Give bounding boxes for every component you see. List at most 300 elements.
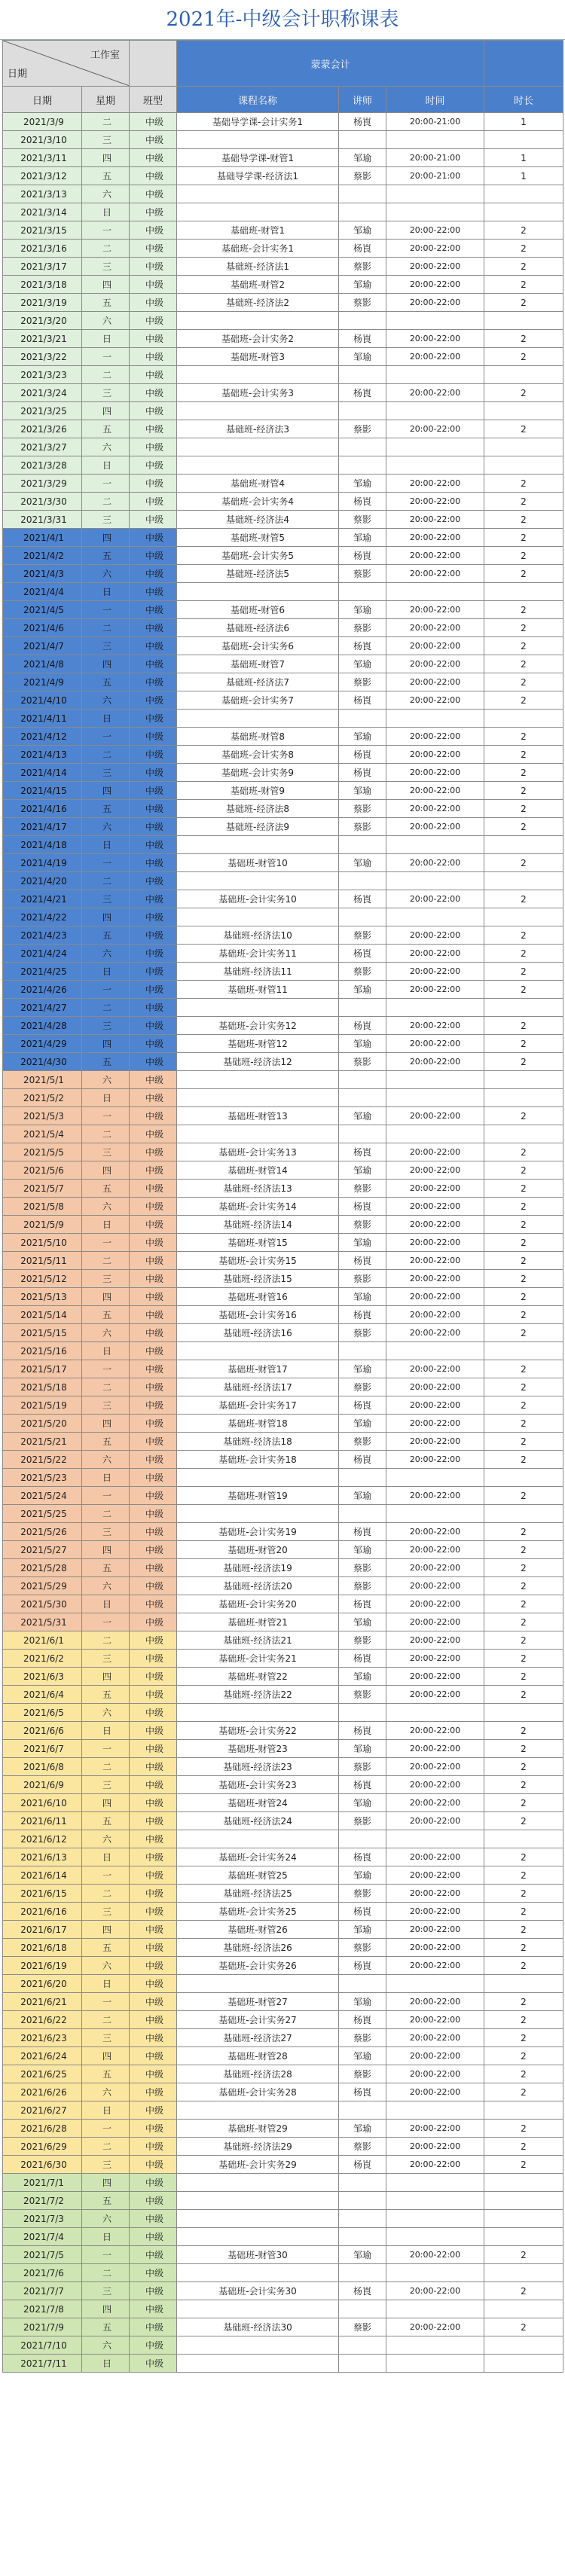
- date-cell: 2021/6/14: [3, 1866, 82, 1885]
- course-name-cell: [177, 1975, 339, 1993]
- weekday-cell: 五: [82, 2065, 130, 2083]
- table-row: [3, 2083, 563, 2101]
- table-row: [3, 637, 563, 655]
- class-type-cell: 中级: [130, 1035, 177, 1053]
- table-row: [3, 1559, 563, 1577]
- table-row: [3, 475, 563, 493]
- class-type-cell: 中级: [130, 872, 177, 890]
- duration-cell: 2: [484, 691, 563, 710]
- table-row: [3, 1270, 563, 1288]
- course-name-cell: 基础班-经济法29: [177, 2138, 339, 2156]
- weekday-cell: 日: [82, 2228, 130, 2246]
- duration-cell: 2: [484, 800, 563, 818]
- time-cell: 20:00-22:00: [386, 818, 484, 836]
- time-cell: 20:00-22:00: [386, 1957, 484, 1975]
- table-row: [3, 1957, 563, 1975]
- class-type-cell: 中级: [130, 1324, 177, 1342]
- duration-cell: 2: [484, 1451, 563, 1469]
- table-row: [3, 1631, 563, 1650]
- course-name-cell: [177, 1505, 339, 1523]
- course-name-cell: [177, 456, 339, 475]
- duration-cell: 2: [484, 1993, 563, 2011]
- time-cell: 20:00-22:00: [386, 1740, 484, 1758]
- class-type-cell: 中级: [130, 420, 177, 438]
- weekday-cell: 二: [82, 2011, 130, 2029]
- date-cell: 2021/5/2: [3, 1089, 82, 1107]
- course-name-cell: [177, 1830, 339, 1848]
- class-type-cell: 中级: [130, 1957, 177, 1975]
- table-row: [3, 2282, 563, 2300]
- weekday-cell: 一: [82, 854, 130, 872]
- weekday-cell: 日: [82, 710, 130, 728]
- time-cell: 20:00-22:00: [386, 1722, 484, 1740]
- time-cell: 20:00-22:00: [386, 1487, 484, 1505]
- weekday-cell: 一: [82, 1613, 130, 1631]
- teacher-cell: 邹瑜: [339, 1161, 386, 1180]
- table-row: [3, 1613, 563, 1631]
- table-row: [3, 1487, 563, 1505]
- teacher-cell: 杨崀: [339, 1776, 386, 1794]
- time-cell: 20:00-22:00: [386, 1433, 484, 1451]
- weekday-cell: 四: [82, 1794, 130, 1812]
- time-cell: 20:00-22:00: [386, 547, 484, 565]
- duration-cell: 2: [484, 258, 563, 276]
- time-cell: [386, 1125, 484, 1143]
- date-cell: 2021/5/24: [3, 1487, 82, 1505]
- duration-cell: 2: [484, 1017, 563, 1035]
- time-cell: [386, 1089, 484, 1107]
- class-type-cell: 中级: [130, 2101, 177, 2120]
- time-cell: [386, 203, 484, 221]
- teacher-cell: [339, 438, 386, 456]
- date-cell: 2021/3/16: [3, 240, 82, 258]
- course-name-cell: 基础班-会计实务22: [177, 1722, 339, 1740]
- class-type-cell: 中级: [130, 1216, 177, 1234]
- weekday-cell: 四: [82, 402, 130, 420]
- date-cell: 2021/4/6: [3, 619, 82, 637]
- date-cell: 2021/5/16: [3, 1342, 82, 1360]
- duration-cell: [484, 2192, 563, 2210]
- table-row: [3, 149, 563, 167]
- class-type-cell: 中级: [130, 2300, 177, 2318]
- table-row: [3, 240, 563, 258]
- class-type-cell: 中级: [130, 1866, 177, 1885]
- class-type-cell: 中级: [130, 1559, 177, 1577]
- time-cell: 20:00-22:00: [386, 384, 484, 402]
- duration-cell: 2: [484, 1650, 563, 1668]
- weekday-cell: 一: [82, 1107, 130, 1125]
- time-cell: 20:00-22:00: [386, 1252, 484, 1270]
- teacher-cell: 杨崀: [339, 1451, 386, 1469]
- table-row: [3, 2300, 563, 2318]
- date-cell: 2021/5/21: [3, 1433, 82, 1451]
- time-cell: 20:00-22:00: [386, 1595, 484, 1613]
- course-name-cell: 基础班-会计实务9: [177, 764, 339, 782]
- teacher-cell: 杨崀: [339, 1143, 386, 1161]
- date-cell: 2021/3/27: [3, 438, 82, 456]
- class-type-cell: 中级: [130, 1939, 177, 1957]
- date-cell: 2021/4/20: [3, 872, 82, 890]
- weekday-cell: 二: [82, 1378, 130, 1396]
- duration-cell: 1: [484, 167, 563, 185]
- class-type-cell: 中级: [130, 1306, 177, 1324]
- duration-cell: 2: [484, 1234, 563, 1252]
- course-name-cell: 基础班-经济法30: [177, 2318, 339, 2336]
- class-type-cell: 中级: [130, 2065, 177, 2083]
- date-cell: 2021/5/5: [3, 1143, 82, 1161]
- teacher-cell: 邹瑜: [339, 601, 386, 619]
- weekday-cell: 一: [82, 2246, 130, 2264]
- date-cell: 2021/5/13: [3, 1288, 82, 1306]
- weekday-cell: 六: [82, 2336, 130, 2355]
- table-row: [3, 1505, 563, 1523]
- class-type-cell: 中级: [130, 1993, 177, 2011]
- duration-cell: 2: [484, 764, 563, 782]
- weekday-cell: 一: [82, 1487, 130, 1505]
- date-cell: 2021/4/5: [3, 601, 82, 619]
- date-cell: 2021/6/23: [3, 2029, 82, 2047]
- weekday-cell: 六: [82, 2210, 130, 2228]
- duration-cell: 2: [484, 547, 563, 565]
- time-cell: [386, 836, 484, 854]
- table-row: [3, 1650, 563, 1668]
- teacher-cell: 杨崀: [339, 2156, 386, 2174]
- course-name-cell: 基础班-财管23: [177, 1740, 339, 1758]
- weekday-cell: 六: [82, 818, 130, 836]
- table-row: [3, 1975, 563, 1993]
- weekday-cell: 五: [82, 1686, 130, 1704]
- time-cell: 20:00-22:00: [386, 1866, 484, 1885]
- class-type-cell: 中级: [130, 926, 177, 945]
- course-name-cell: 基础导学课-经济法1: [177, 167, 339, 185]
- course-name-cell: 基础班-财管2: [177, 276, 339, 294]
- duration-cell: [484, 1342, 563, 1360]
- weekday-cell: 一: [82, 1740, 130, 1758]
- time-cell: [386, 2192, 484, 2210]
- date-cell: 2021/6/11: [3, 1812, 82, 1830]
- table-row: [3, 529, 563, 547]
- teacher-cell: 蔡影: [339, 167, 386, 185]
- weekday-cell: 日: [82, 1848, 130, 1866]
- course-name-cell: 基础班-经济法18: [177, 1433, 339, 1451]
- class-type-cell: 中级: [130, 2210, 177, 2228]
- time-cell: 20:00-22:00: [386, 854, 484, 872]
- class-type-cell: 中级: [130, 167, 177, 185]
- duration-cell: [484, 999, 563, 1017]
- table-row: [3, 746, 563, 764]
- duration-cell: 2: [484, 1613, 563, 1631]
- class-type-cell: 中级: [130, 438, 177, 456]
- date-cell: 2021/6/18: [3, 1939, 82, 1957]
- table-row: [3, 1830, 563, 1848]
- weekday-cell: 四: [82, 908, 130, 926]
- table-row: [3, 1885, 563, 1903]
- date-cell: 2021/3/21: [3, 330, 82, 348]
- teacher-cell: 邹瑜: [339, 1668, 386, 1686]
- class-type-cell: 中级: [130, 1505, 177, 1523]
- weekday-cell: 六: [82, 312, 130, 330]
- weekday-cell: 五: [82, 1433, 130, 1451]
- course-name-cell: 基础班-财管16: [177, 1288, 339, 1306]
- course-name-cell: 基础班-会计实务25: [177, 1903, 339, 1921]
- class-type-cell: 中级: [130, 240, 177, 258]
- class-type-cell: 中级: [130, 2192, 177, 2210]
- table-row: [3, 1433, 563, 1451]
- time-cell: 20:00-22:00: [386, 1541, 484, 1559]
- table-row: [3, 800, 563, 818]
- date-cell: 2021/5/10: [3, 1234, 82, 1252]
- date-cell: 2021/4/8: [3, 655, 82, 673]
- time-cell: 20:00-22:00: [386, 1885, 484, 1903]
- teacher-cell: 邹瑜: [339, 1487, 386, 1505]
- duration-cell: 2: [484, 348, 563, 366]
- table-row: [3, 1848, 563, 1866]
- duration-cell: 2: [484, 1686, 563, 1704]
- class-type-cell: 中级: [130, 276, 177, 294]
- class-type-cell: 中级: [130, 384, 177, 402]
- time-cell: [386, 1704, 484, 1722]
- table-row: [3, 185, 563, 203]
- class-type-cell: 中级: [130, 2156, 177, 2174]
- weekday-cell: 三: [82, 764, 130, 782]
- class-type-cell: 中级: [130, 475, 177, 493]
- table-row: [3, 2138, 563, 2156]
- date-cell: 2021/6/19: [3, 1957, 82, 1975]
- weekday-cell: 六: [82, 565, 130, 583]
- teacher-cell: 杨崀: [339, 764, 386, 782]
- weekday-cell: 六: [82, 1324, 130, 1342]
- course-name-cell: 基础班-经济法17: [177, 1378, 339, 1396]
- course-name-cell: 基础班-会计实务11: [177, 945, 339, 963]
- class-type-cell: 中级: [130, 1252, 177, 1270]
- course-name-cell: 基础班-经济法23: [177, 1758, 339, 1776]
- table-row: [3, 276, 563, 294]
- table-row: [3, 1360, 563, 1378]
- date-cell: 2021/4/15: [3, 782, 82, 800]
- table-row: [3, 1812, 563, 1830]
- column-header-time: 时间: [386, 87, 484, 113]
- table-row: [3, 1396, 563, 1415]
- weekday-cell: 二: [82, 1505, 130, 1523]
- date-cell: 2021/6/20: [3, 1975, 82, 1993]
- table-row: [3, 1180, 563, 1198]
- weekday-cell: 二: [82, 619, 130, 637]
- teacher-cell: 杨崀: [339, 547, 386, 565]
- teacher-cell: 蔡影: [339, 2065, 386, 2083]
- time-cell: [386, 2264, 484, 2282]
- table-row: [3, 1866, 563, 1885]
- table-row: [3, 1161, 563, 1180]
- class-type-cell: 中级: [130, 1433, 177, 1451]
- date-cell: 2021/6/8: [3, 1758, 82, 1776]
- course-name-cell: 基础班-会计实务3: [177, 384, 339, 402]
- duration-cell: 2: [484, 2138, 563, 2156]
- time-cell: 20:00-22:00: [386, 1668, 484, 1686]
- table-row: [3, 981, 563, 999]
- date-cell: 2021/6/5: [3, 1704, 82, 1722]
- weekday-cell: 三: [82, 384, 130, 402]
- time-cell: 20:00-22:00: [386, 2282, 484, 2300]
- table-row: [3, 1017, 563, 1035]
- table-row: [3, 1415, 563, 1433]
- duration-cell: [484, 908, 563, 926]
- course-name-cell: 基础班-会计实务10: [177, 890, 339, 908]
- class-type-cell: 中级: [130, 691, 177, 710]
- weekday-cell: 四: [82, 1921, 130, 1939]
- teacher-cell: 蔡影: [339, 511, 386, 529]
- date-cell: 2021/4/13: [3, 746, 82, 764]
- table-row: [3, 945, 563, 963]
- course-name-cell: 基础班-会计实务2: [177, 330, 339, 348]
- course-name-cell: [177, 908, 339, 926]
- duration-cell: 2: [484, 1541, 563, 1559]
- weekday-cell: 一: [82, 1993, 130, 2011]
- time-cell: [386, 2355, 484, 2373]
- time-cell: 20:00-22:00: [386, 1794, 484, 1812]
- weekday-cell: 二: [82, 1252, 130, 1270]
- weekday-cell: 二: [82, 1758, 130, 1776]
- course-name-cell: [177, 872, 339, 890]
- class-type-cell: 中级: [130, 1089, 177, 1107]
- duration-cell: 2: [484, 601, 563, 619]
- class-type-cell: 中级: [130, 1776, 177, 1794]
- weekday-cell: 五: [82, 1939, 130, 1957]
- corner-header-top: 工作室: [90, 50, 120, 61]
- date-cell: 2021/4/24: [3, 945, 82, 963]
- date-cell: 2021/5/17: [3, 1360, 82, 1378]
- weekday-cell: 五: [82, 167, 130, 185]
- column-header-course: 课程名称: [177, 87, 339, 113]
- course-name-cell: [177, 366, 339, 384]
- course-name-cell: [177, 2336, 339, 2355]
- class-type-cell: 中级: [130, 203, 177, 221]
- class-type-cell: 中级: [130, 402, 177, 420]
- table-row: [3, 818, 563, 836]
- table-row: [3, 402, 563, 420]
- date-cell: 2021/3/14: [3, 203, 82, 221]
- weekday-cell: 四: [82, 1035, 130, 1053]
- weekday-cell: 四: [82, 1415, 130, 1433]
- header-row-columns: [3, 87, 563, 113]
- course-name-cell: [177, 1089, 339, 1107]
- date-cell: 2021/4/23: [3, 926, 82, 945]
- weekday-cell: 六: [82, 1704, 130, 1722]
- time-cell: 20:00-22:00: [386, 637, 484, 655]
- teacher-cell: 邹瑜: [339, 981, 386, 999]
- teacher-cell: 邹瑜: [339, 728, 386, 746]
- class-type-cell: 中级: [130, 493, 177, 511]
- time-cell: [386, 2101, 484, 2120]
- class-type-cell: 中级: [130, 800, 177, 818]
- date-cell: 2021/7/3: [3, 2210, 82, 2228]
- class-type-cell: 中级: [130, 1053, 177, 1071]
- date-cell: 2021/7/8: [3, 2300, 82, 2318]
- duration-cell: 2: [484, 294, 563, 312]
- date-cell: 2021/3/9: [3, 113, 82, 131]
- course-name-cell: 基础班-经济法2: [177, 294, 339, 312]
- duration-cell: 2: [484, 493, 563, 511]
- table-row: [3, 312, 563, 330]
- time-cell: 20:00-22:00: [386, 1143, 484, 1161]
- duration-cell: 1: [484, 113, 563, 131]
- date-cell: 2021/4/7: [3, 637, 82, 655]
- duration-cell: 2: [484, 1180, 563, 1198]
- date-cell: 2021/5/14: [3, 1306, 82, 1324]
- date-cell: 2021/5/28: [3, 1559, 82, 1577]
- class-type-cell: 中级: [130, 1613, 177, 1631]
- duration-cell: 2: [484, 728, 563, 746]
- duration-cell: [484, 2336, 563, 2355]
- table-row: [3, 1306, 563, 1324]
- class-type-cell: 中级: [130, 1848, 177, 1866]
- time-cell: 20:00-22:00: [386, 1288, 484, 1306]
- teacher-cell: 邹瑜: [339, 1794, 386, 1812]
- date-cell: 2021/3/13: [3, 185, 82, 203]
- time-cell: 20:00-22:00: [386, 746, 484, 764]
- course-name-cell: 基础班-财管17: [177, 1360, 339, 1378]
- weekday-cell: 二: [82, 113, 130, 131]
- class-type-cell: 中级: [130, 1686, 177, 1704]
- weekday-cell: 日: [82, 583, 130, 601]
- table-row: [3, 1794, 563, 1812]
- course-name-cell: 基础班-财管1: [177, 221, 339, 240]
- class-type-cell: 中级: [130, 2083, 177, 2101]
- date-cell: 2021/7/6: [3, 2264, 82, 2282]
- table-row: [3, 1234, 563, 1252]
- class-type-cell: 中级: [130, 673, 177, 691]
- duration-cell: 2: [484, 1885, 563, 1903]
- teacher-cell: 杨崀: [339, 2083, 386, 2101]
- time-cell: 20:00-22:00: [386, 1939, 484, 1957]
- weekday-cell: 四: [82, 276, 130, 294]
- weekday-cell: 五: [82, 547, 130, 565]
- table-row: [3, 2228, 563, 2246]
- duration-cell: 2: [484, 1903, 563, 1921]
- table-row: [3, 999, 563, 1017]
- course-name-cell: 基础班-经济法16: [177, 1324, 339, 1342]
- date-cell: 2021/3/28: [3, 456, 82, 475]
- duration-cell: 2: [484, 1559, 563, 1577]
- teacher-cell: 杨崀: [339, 1017, 386, 1035]
- teacher-cell: [339, 1975, 386, 1993]
- course-name-cell: 基础班-财管12: [177, 1035, 339, 1053]
- class-type-cell: 中级: [130, 710, 177, 728]
- duration-cell: 2: [484, 1216, 563, 1234]
- course-name-cell: 基础班-经济法12: [177, 1053, 339, 1071]
- date-cell: 2021/3/12: [3, 167, 82, 185]
- course-name-cell: 基础班-会计实务28: [177, 2083, 339, 2101]
- class-type-cell: 中级: [130, 583, 177, 601]
- weekday-cell: 四: [82, 782, 130, 800]
- course-name-cell: 基础班-会计实务14: [177, 1198, 339, 1216]
- course-name-cell: 基础班-经济法3: [177, 420, 339, 438]
- class-type-cell: 中级: [130, 1396, 177, 1415]
- time-cell: [386, 131, 484, 149]
- time-cell: 20:00-22:00: [386, 1396, 484, 1415]
- class-type-cell: 中级: [130, 764, 177, 782]
- weekday-cell: 日: [82, 1342, 130, 1360]
- course-name-cell: [177, 999, 339, 1017]
- course-name-cell: 基础班-财管27: [177, 1993, 339, 2011]
- class-type-cell: 中级: [130, 746, 177, 764]
- class-type-cell: 中级: [130, 1107, 177, 1125]
- duration-cell: 2: [484, 1378, 563, 1396]
- weekday-cell: 二: [82, 240, 130, 258]
- weekday-cell: 三: [82, 2156, 130, 2174]
- class-type-cell: 中级: [130, 1288, 177, 1306]
- time-cell: 20:00-22:00: [386, 1161, 484, 1180]
- teacher-cell: [339, 2228, 386, 2246]
